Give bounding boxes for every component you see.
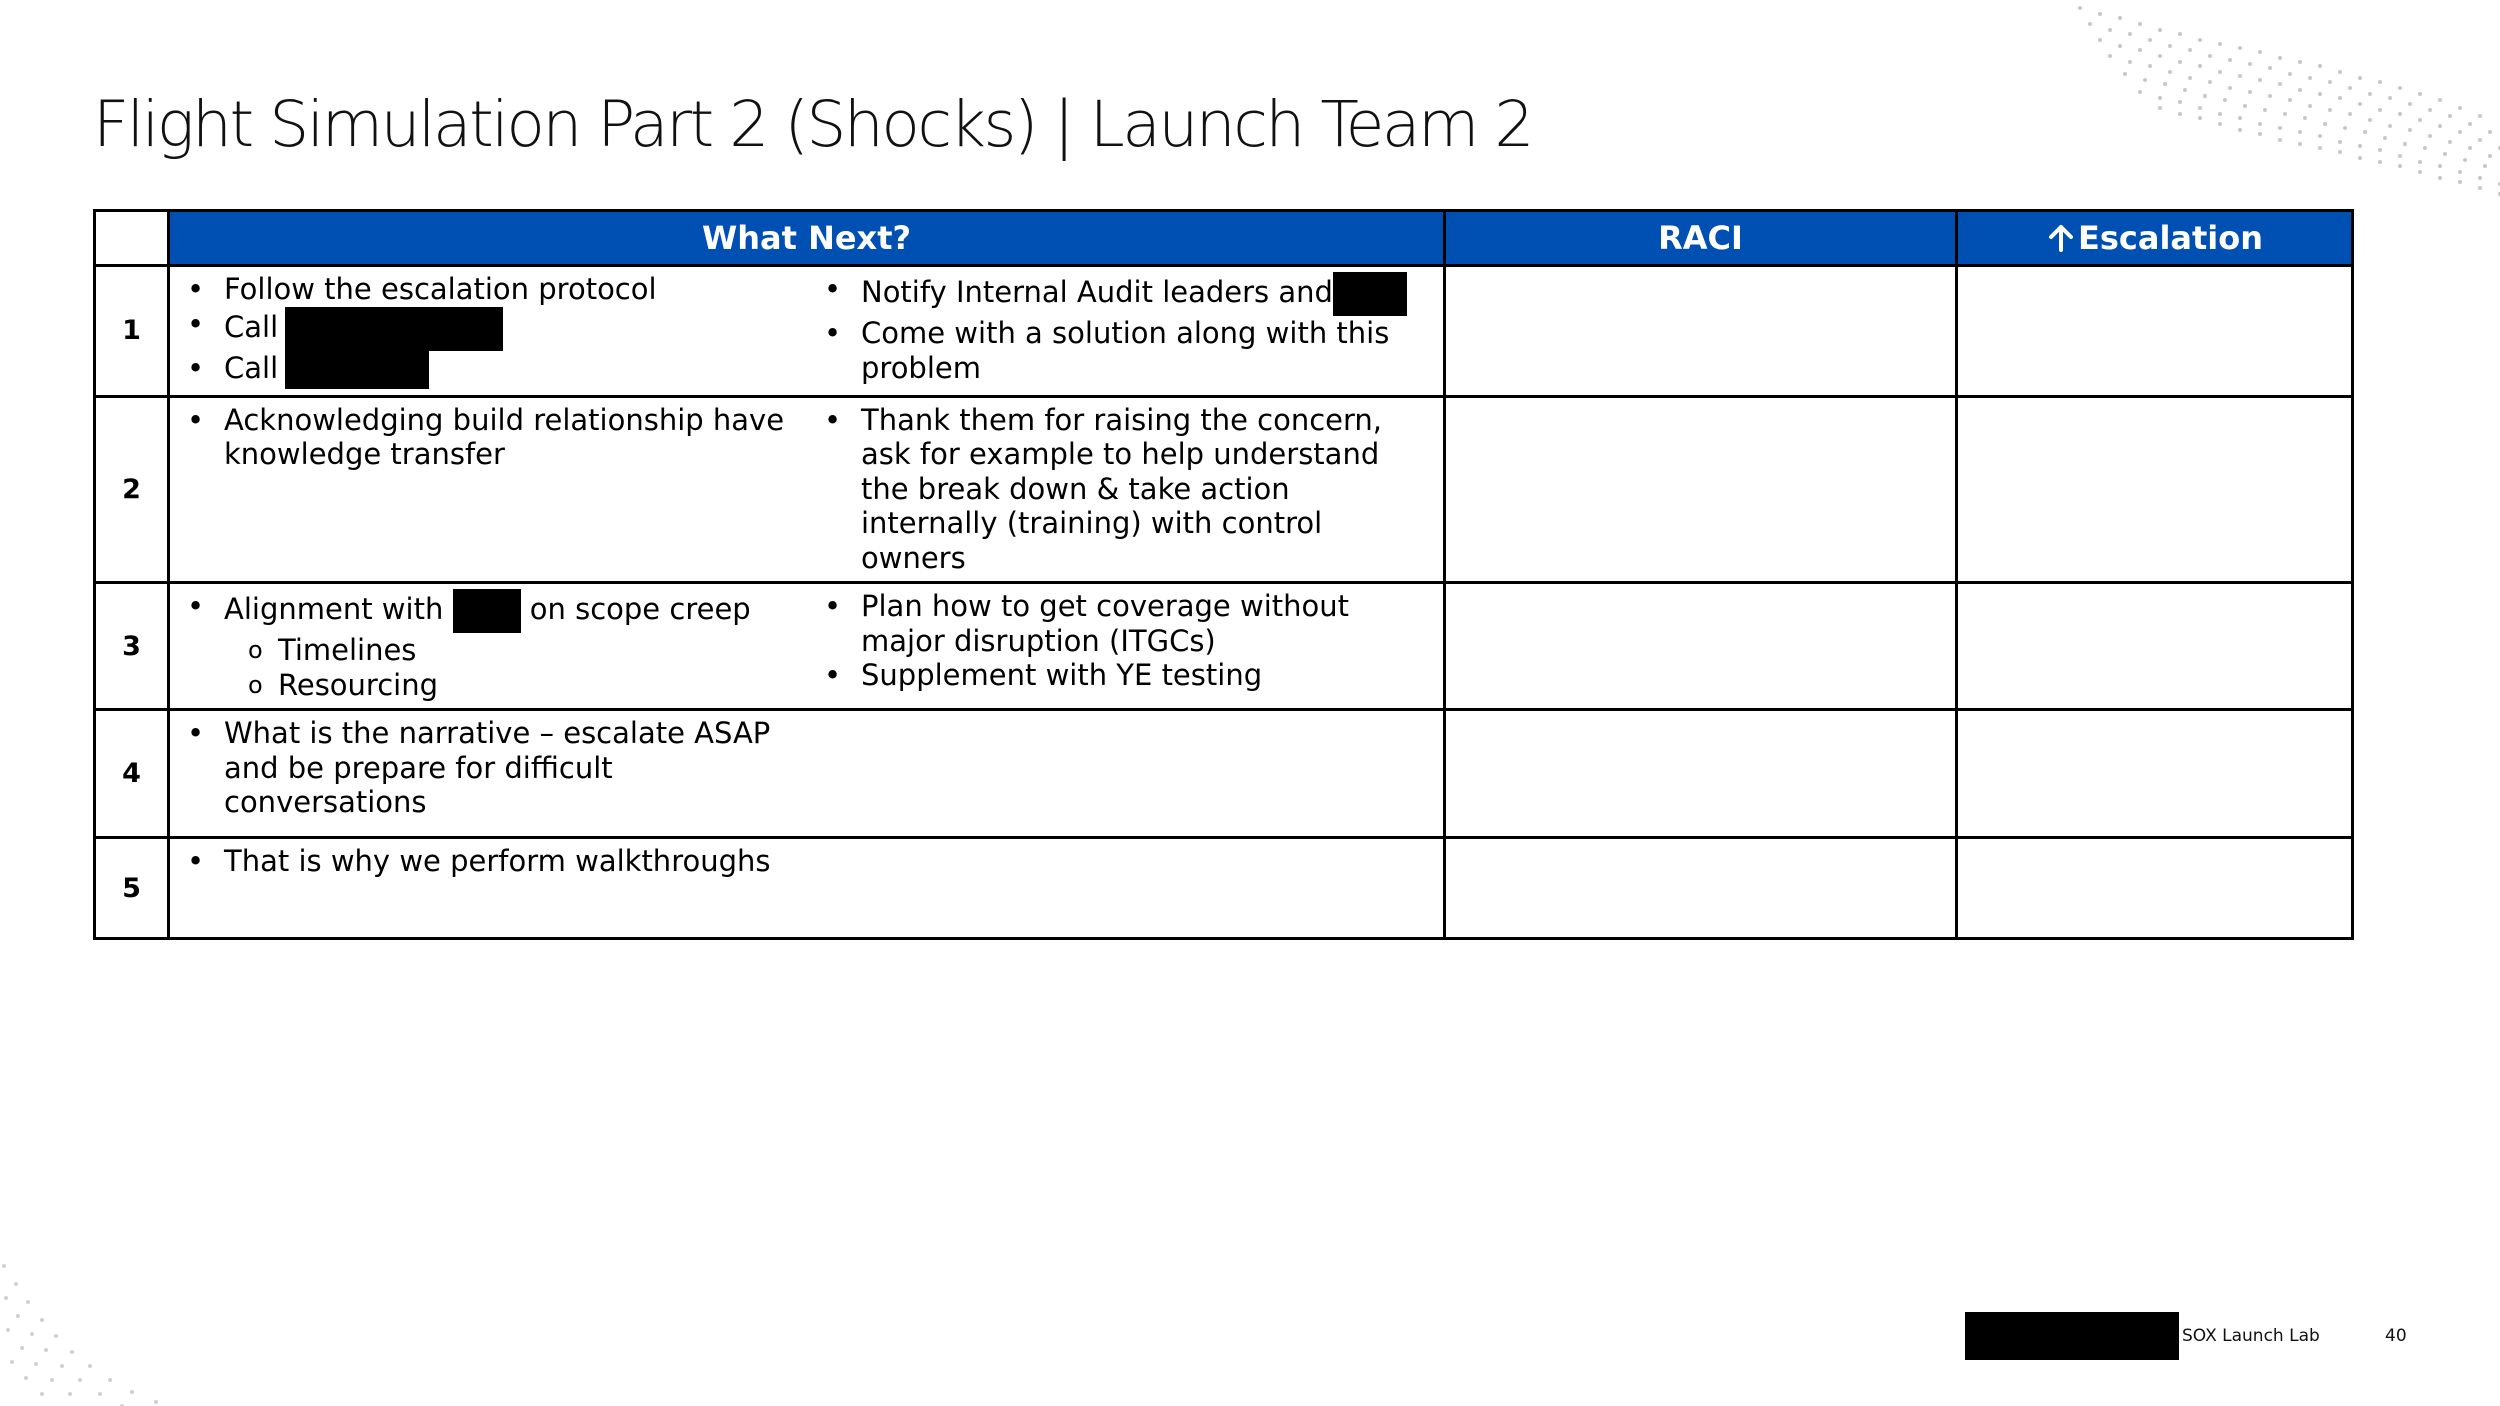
escalation-cell xyxy=(1957,396,2353,583)
header-escalation xyxy=(1957,211,2353,266)
bullet-item: • Supplement with YE testing xyxy=(821,658,1429,693)
bullet-item: • Call xyxy=(184,307,821,351)
what-next-cell xyxy=(169,710,1445,838)
raci-cell xyxy=(1445,266,1957,397)
bullet-item: • Plan how to get coverage without major disruption (ITGCs) xyxy=(821,589,1429,658)
row-number: 4 xyxy=(95,710,169,838)
bullet-item: • Thank them for raising the concern, ask for example to help understand the break down & take action internally (training) with control owners xyxy=(821,403,1429,576)
bullet-item: • Acknowledging build relationship have knowledge transfer xyxy=(184,403,821,472)
header-corner-cell xyxy=(95,211,169,266)
redaction-block xyxy=(453,589,521,633)
arrow-up-icon xyxy=(2046,223,2076,253)
table-row xyxy=(95,710,2353,838)
escalation-cell xyxy=(1957,710,2353,838)
row-number: 3 xyxy=(95,583,169,710)
what-next-cell xyxy=(169,838,1445,939)
raci-cell xyxy=(1445,583,1957,710)
escalation-cell xyxy=(1957,583,2353,710)
redaction-block xyxy=(285,307,503,351)
what-next-cell xyxy=(169,266,1445,397)
bullet-item: • Call xyxy=(184,351,821,389)
footer-redaction-block xyxy=(1965,1312,2179,1360)
header-escalation-label: Escalation xyxy=(2077,219,2264,257)
what-next-cell xyxy=(169,396,1445,583)
redaction-block xyxy=(285,351,429,389)
decorative-dot-pattern-bottom xyxy=(0,1206,240,1406)
bullet-item: • What is the narrative – escalate ASAP and be prepare for difficult conversations xyxy=(184,716,821,820)
bullet-item: • Alignment with on scope creep o Timelines o Resourcing xyxy=(184,589,821,702)
what-next-table xyxy=(93,209,2354,940)
page-number: 40 xyxy=(2385,1326,2407,1346)
sub-bullet-item: o Timelines xyxy=(224,633,821,668)
slide-title: Flight Simulation Part 2 (Shocks) | Launch Team 2 xyxy=(93,88,1532,161)
row-number: 5 xyxy=(95,838,169,939)
row-number: 2 xyxy=(95,396,169,583)
footer-label: SOX Launch Lab xyxy=(2182,1326,2320,1346)
raci-cell xyxy=(1445,838,1957,939)
table-row xyxy=(95,396,2353,583)
table-row xyxy=(95,583,2353,710)
escalation-cell xyxy=(1957,838,2353,939)
raci-cell xyxy=(1445,396,1957,583)
bullet-item: • That is why we perform walkthroughs xyxy=(184,844,821,879)
decorative-dot-pattern xyxy=(2060,0,2500,230)
sub-bullet-item: o Resourcing xyxy=(224,668,821,703)
table-header-row xyxy=(95,211,2353,266)
row-number: 1 xyxy=(95,266,169,397)
raci-cell xyxy=(1445,710,1957,838)
bullet-item: • Come with a solution along with this problem xyxy=(821,316,1429,385)
table-row xyxy=(95,266,2353,397)
header-what-next: What Next? xyxy=(169,211,1445,266)
bullet-item: • Follow the escalation protocol xyxy=(184,272,821,307)
redaction-block xyxy=(1333,272,1407,316)
bullet-item: • Notify Internal Audit leaders and xyxy=(821,272,1429,316)
table-row xyxy=(95,838,2353,939)
what-next-cell xyxy=(169,583,1445,710)
header-raci: RACI xyxy=(1445,211,1957,266)
escalation-cell xyxy=(1957,266,2353,397)
